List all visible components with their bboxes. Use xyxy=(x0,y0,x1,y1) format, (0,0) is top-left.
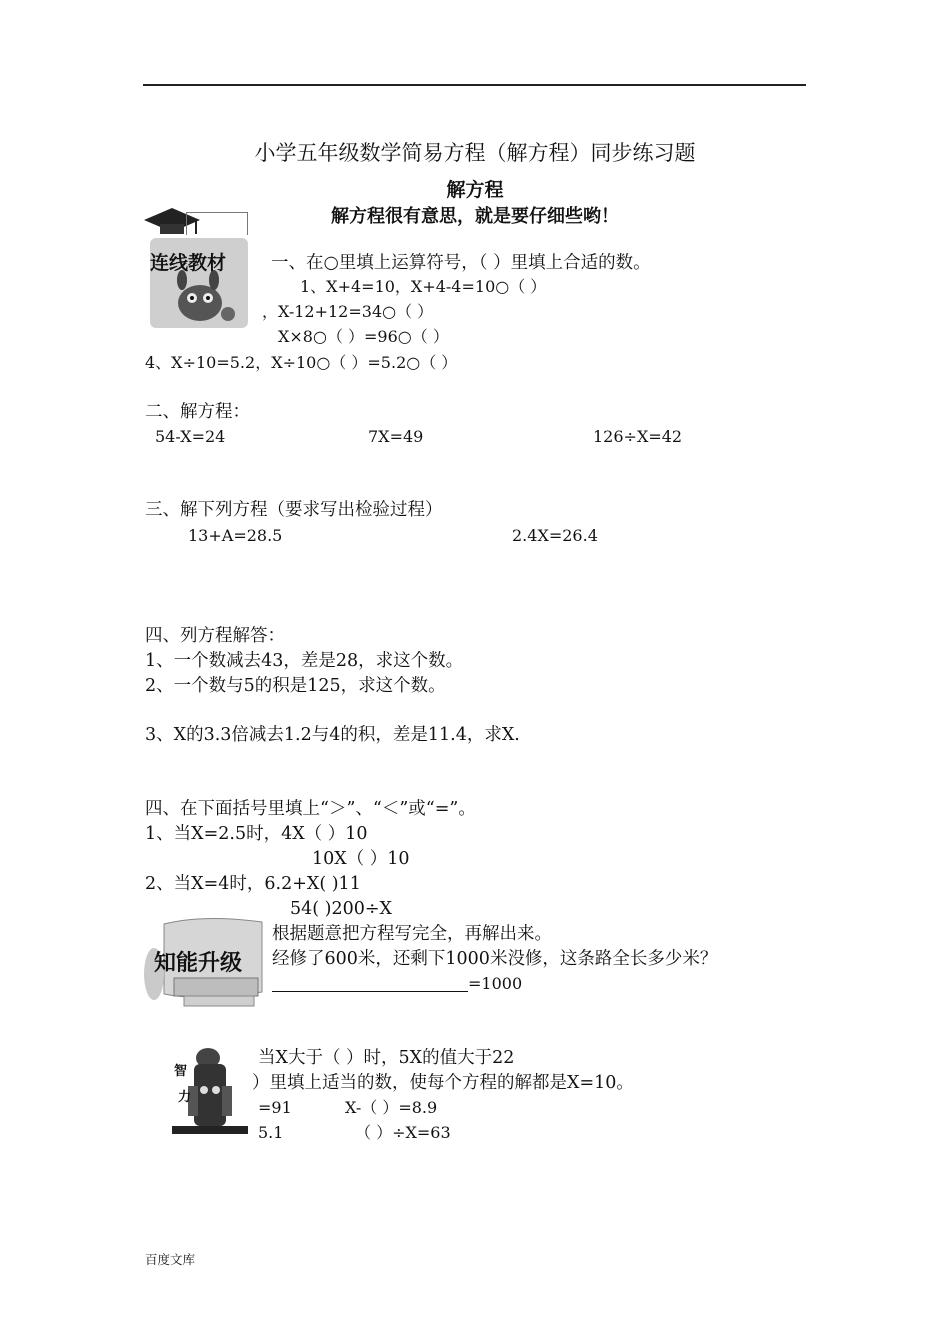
page-subtitle: 解方程 xyxy=(446,179,504,201)
section1-heading: 一、在○里填上运算符号，（ ）里填上合适的数。 xyxy=(271,253,651,273)
section7-line3b: X-（ ）=8.9 xyxy=(345,1098,438,1117)
badge1-text: 连线教材 xyxy=(150,252,227,274)
section6-line1: 根据题意把方程写完全，再解出来。 xyxy=(272,924,552,944)
section7-line3a: =91 xyxy=(258,1098,292,1117)
section5-heading: 四、在下面括号里填上“＞”、“＜”或“=”。 xyxy=(145,799,476,819)
section4-q3: 3、X的3.3倍减去1.2与4的积，差是11.4，求X. xyxy=(145,725,520,745)
section4-heading: 四、列方程解答： xyxy=(145,626,285,646)
badge-lianxian-jiaocai xyxy=(136,198,250,330)
section1-line4: 4、X÷10=5.2，X÷10○（ ）=5.2○（ ） xyxy=(145,353,458,372)
section5-line1: 1、当X=2.5时，4X（ ）10 xyxy=(145,824,368,844)
section1-line3: X×8○（ ）=96○（ ） xyxy=(278,327,449,346)
top-rule xyxy=(143,84,806,86)
section2-eq2: 7X=49 xyxy=(368,427,424,446)
section4-q2: 2、一个数与5的积是125，求这个数。 xyxy=(145,676,446,696)
section7-line2: ）里填上适当的数，使每个方程的解都是X=10。 xyxy=(252,1073,634,1093)
badge-zhineng-shengji xyxy=(144,914,268,1014)
section5-line4: 54( )200÷X xyxy=(290,899,393,919)
section3-eq2: 2.4X=26.4 xyxy=(512,526,598,545)
section2-heading: 二、解方程： xyxy=(145,402,250,422)
section2-eq3: 126÷X=42 xyxy=(593,427,683,446)
section3-heading: 三、解下列方程（要求写出检验过程） xyxy=(145,500,443,520)
section6-line3: =1000 xyxy=(468,974,523,993)
section7-line1: 当X大于（ ）时，5X的值大于22 xyxy=(258,1048,515,1068)
section7-line4b: （ ）÷X=63 xyxy=(355,1123,451,1142)
answer-blank-line xyxy=(272,991,468,992)
section6-line2: 经修了600米，还剩下1000米没修，这条路全长多少米？ xyxy=(272,949,718,969)
slogan: 解方程很有意思，就是要仔细些哟！ xyxy=(331,206,619,227)
section5-line2: 10X（ ）10 xyxy=(312,849,410,869)
badge3-char1: 智 xyxy=(174,1064,188,1079)
section1-line2: ，X-12+12=34○（ ） xyxy=(262,302,434,321)
badge-zhili xyxy=(160,1046,260,1142)
footer-text: 百度文库 xyxy=(145,1252,196,1267)
badge2-text: 知能升级 xyxy=(154,951,243,976)
section5-line3: 2、当X=4时，6.2+X( )11 xyxy=(145,874,361,894)
section4-q1: 1、一个数减去43，差是28，求这个数。 xyxy=(145,651,464,671)
section7-line4a: 5.1 xyxy=(258,1123,284,1142)
section3-eq1: 13+A=28.5 xyxy=(188,526,283,545)
page-title: 小学五年级数学简易方程（解方程）同步练习题 xyxy=(254,141,696,165)
section1-line1: 1、X+4=10，X+4-4=10○（ ） xyxy=(300,277,547,296)
badge3-char2: 力 xyxy=(178,1090,192,1105)
section2-eq1: 54-X=24 xyxy=(155,427,226,446)
cartoon-animal-icon xyxy=(162,268,242,328)
